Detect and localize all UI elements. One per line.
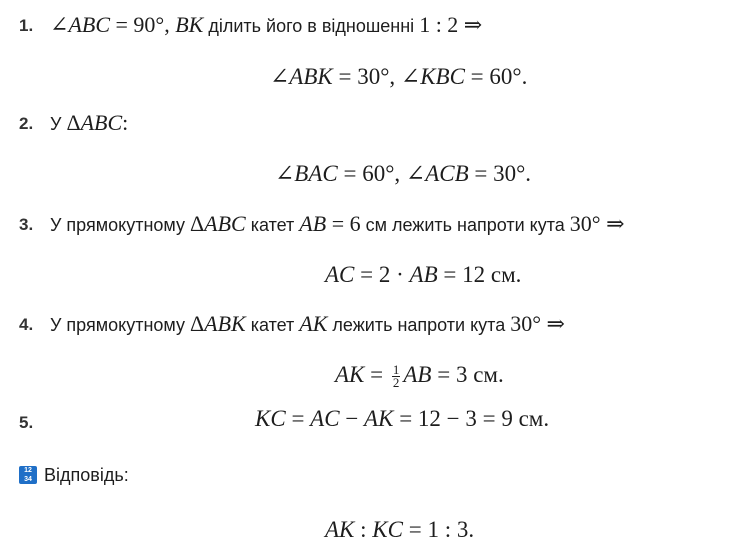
step-text: У прямокутному ΔABC катет AB = 6 см лежить напроти кута 30° ⇒ [50, 211, 625, 236]
formula: ∠ABK = 30°, ∠KBC = 60°. [270, 64, 528, 89]
step-text: У ΔABC: [50, 110, 129, 135]
step-number: 2. [19, 114, 34, 133]
step-number: 3. [19, 215, 34, 234]
step-number: 4. [19, 315, 34, 334]
numbers-icon: 12 34 [19, 466, 37, 484]
answer-value: AK : KC = 1 : 3. [325, 517, 475, 542]
fraction: $\frac{1}{2}$ [392, 362, 400, 391]
step-number: 5. [19, 413, 34, 432]
formula: ∠BAC = 60°, ∠ACB = 30°. [275, 161, 532, 186]
answer-label: Відповідь: [44, 465, 129, 485]
formula: KC = AC − AK = 12 − 3 = 9 см. [255, 406, 550, 431]
step-text: У прямокутному ΔABK катет AK лежить напроти кута 30° ⇒ [50, 311, 565, 336]
formula: AK = $\frac{1}{2}$ AB = 3 см. [335, 362, 504, 391]
formula: AC = 2 · AB = 12 см. [325, 262, 522, 287]
step-number: 1. [19, 16, 34, 35]
step-text: ∠ABC = 90°, BK ділить його в відношенні 1 : 2 ⇒ [50, 12, 483, 37]
